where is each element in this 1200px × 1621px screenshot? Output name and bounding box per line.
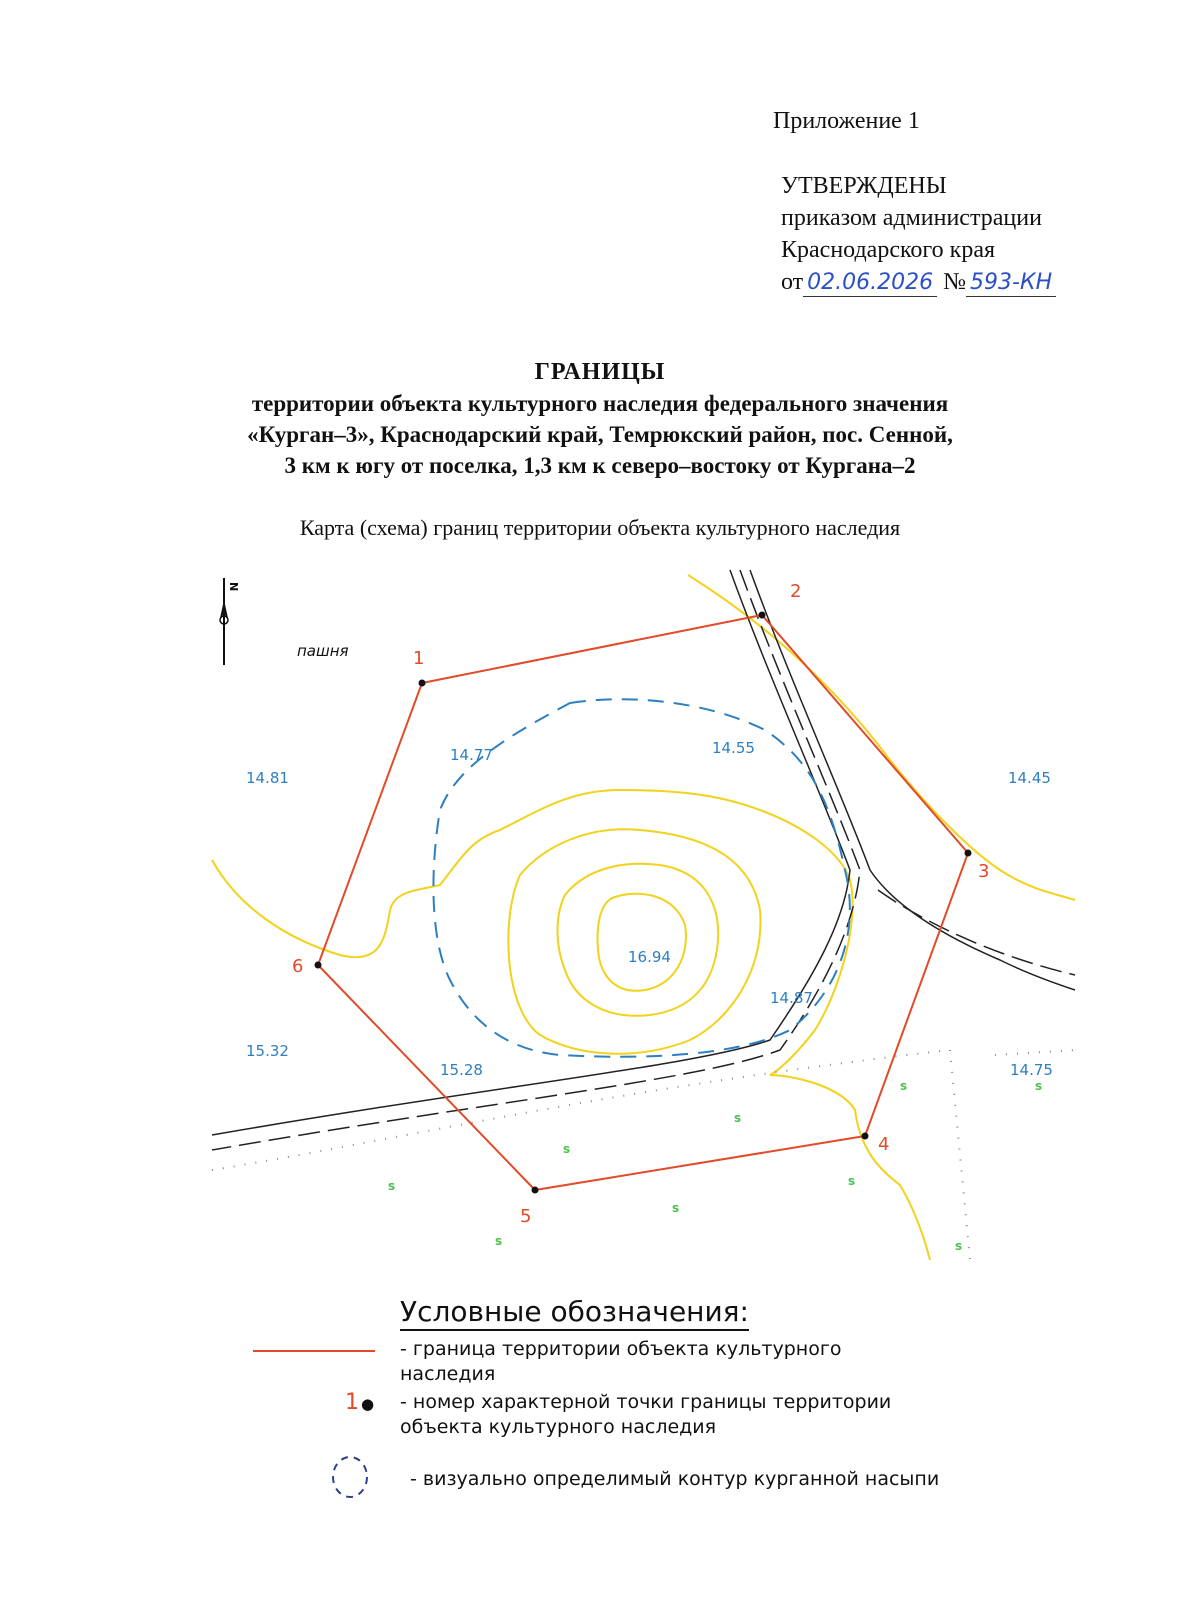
boundary-point-1 — [419, 680, 426, 687]
point-label-3: 3 — [978, 861, 990, 882]
svg-text:s: s — [900, 1079, 908, 1093]
approval-block — [781, 170, 1056, 298]
legend-point-text — [400, 1390, 891, 1440]
elevation-label: 14.55 — [712, 739, 755, 757]
svg-text:s: s — [495, 1234, 503, 1248]
elevation-label: 14.75 — [1010, 1061, 1053, 1079]
approved-label: УТВЕРЖДЕНЫ — [781, 173, 947, 199]
svg-text:s: s — [563, 1142, 571, 1156]
legend-contour-text: - визуально определимый контур курганной насыпи — [410, 1468, 940, 1490]
region-label: Краснодарского края — [781, 237, 996, 263]
order-date-handwritten: 02.06.2026 — [803, 270, 937, 297]
boundary-point-3 — [965, 850, 972, 857]
elevation-label: 14.81 — [246, 769, 289, 787]
north-label: N — [227, 582, 240, 592]
legend-boundary-line — [253, 1350, 375, 1352]
title-line-3: 3 км к югу от поселка, 1,3 км к северо–востоку от Кургана–2 — [284, 453, 916, 478]
dashed-circle-icon — [328, 1452, 372, 1502]
legend-point-symbol: 1 ● — [345, 1390, 375, 1415]
boundary-point-labels — [292, 581, 989, 1227]
document-title — [0, 357, 1200, 481]
title-main: ГРАНИЦЫ — [534, 359, 666, 385]
svg-text:s: s — [388, 1179, 396, 1193]
legend-title: Условные обозначения: — [400, 1295, 749, 1331]
map-caption: Карта (схема) границ территории объекта культурного наследия — [299, 515, 901, 540]
boundary-points — [315, 612, 972, 1194]
order-label: приказом администрации — [781, 205, 1042, 231]
title-line-1: территории объекта культурного наследия федерального значения — [251, 391, 949, 416]
svg-text:s: s — [1035, 1079, 1043, 1093]
legend-boundary-text — [400, 1337, 841, 1387]
boundary-map — [210, 565, 1090, 1265]
legend-point-text-2: объекта культурного наследия — [400, 1416, 717, 1438]
point-dot-icon: ● — [361, 1395, 375, 1413]
point-label-5: 5 — [520, 1206, 532, 1227]
order-number-handwritten: 593-КН — [966, 270, 1056, 297]
svg-text:s: s — [734, 1111, 742, 1125]
north-arrow-icon — [220, 578, 240, 665]
legend-boundary-text-2: наследия — [400, 1363, 496, 1385]
svg-text:s: s — [955, 1239, 963, 1253]
date-prefix: от — [781, 269, 804, 295]
field-label: пашня — [297, 642, 349, 660]
territory-boundary — [318, 615, 968, 1190]
elevation-label: 15.32 — [246, 1042, 289, 1060]
number-prefix: № — [943, 269, 967, 295]
point-label-4: 4 — [878, 1134, 890, 1155]
point-label-2: 2 — [790, 581, 802, 602]
appendix-label: Приложение 1 — [773, 108, 920, 134]
point-label-1: 1 — [413, 648, 425, 669]
boundary-point-4 — [862, 1133, 869, 1140]
elevation-label: 15.28 — [440, 1061, 483, 1079]
elevation-label: 14.45 — [1008, 769, 1051, 787]
legend-boundary-text-1: - граница территории объекта культурного — [400, 1338, 842, 1360]
title-line-2: «Курган–3», Краснодарский край, Темрюкский район, пос. Сенной, — [247, 422, 953, 447]
legend-point-text-1: - номер характерной точки границы территории — [400, 1391, 892, 1413]
order-date-line — [781, 266, 1056, 298]
elevation-label: 14.87 — [770, 989, 813, 1007]
vegetation-marks — [388, 1079, 1042, 1253]
elevation-label: 16.94 — [628, 948, 671, 966]
elevation-label: 14.77 — [450, 746, 493, 764]
boundary-point-2 — [759, 612, 766, 619]
svg-text:s: s — [848, 1174, 856, 1188]
boundary-point-6 — [315, 962, 322, 969]
point-label-6: 6 — [292, 956, 304, 977]
svg-text:s: s — [672, 1201, 680, 1215]
boundary-point-5 — [532, 1187, 539, 1194]
